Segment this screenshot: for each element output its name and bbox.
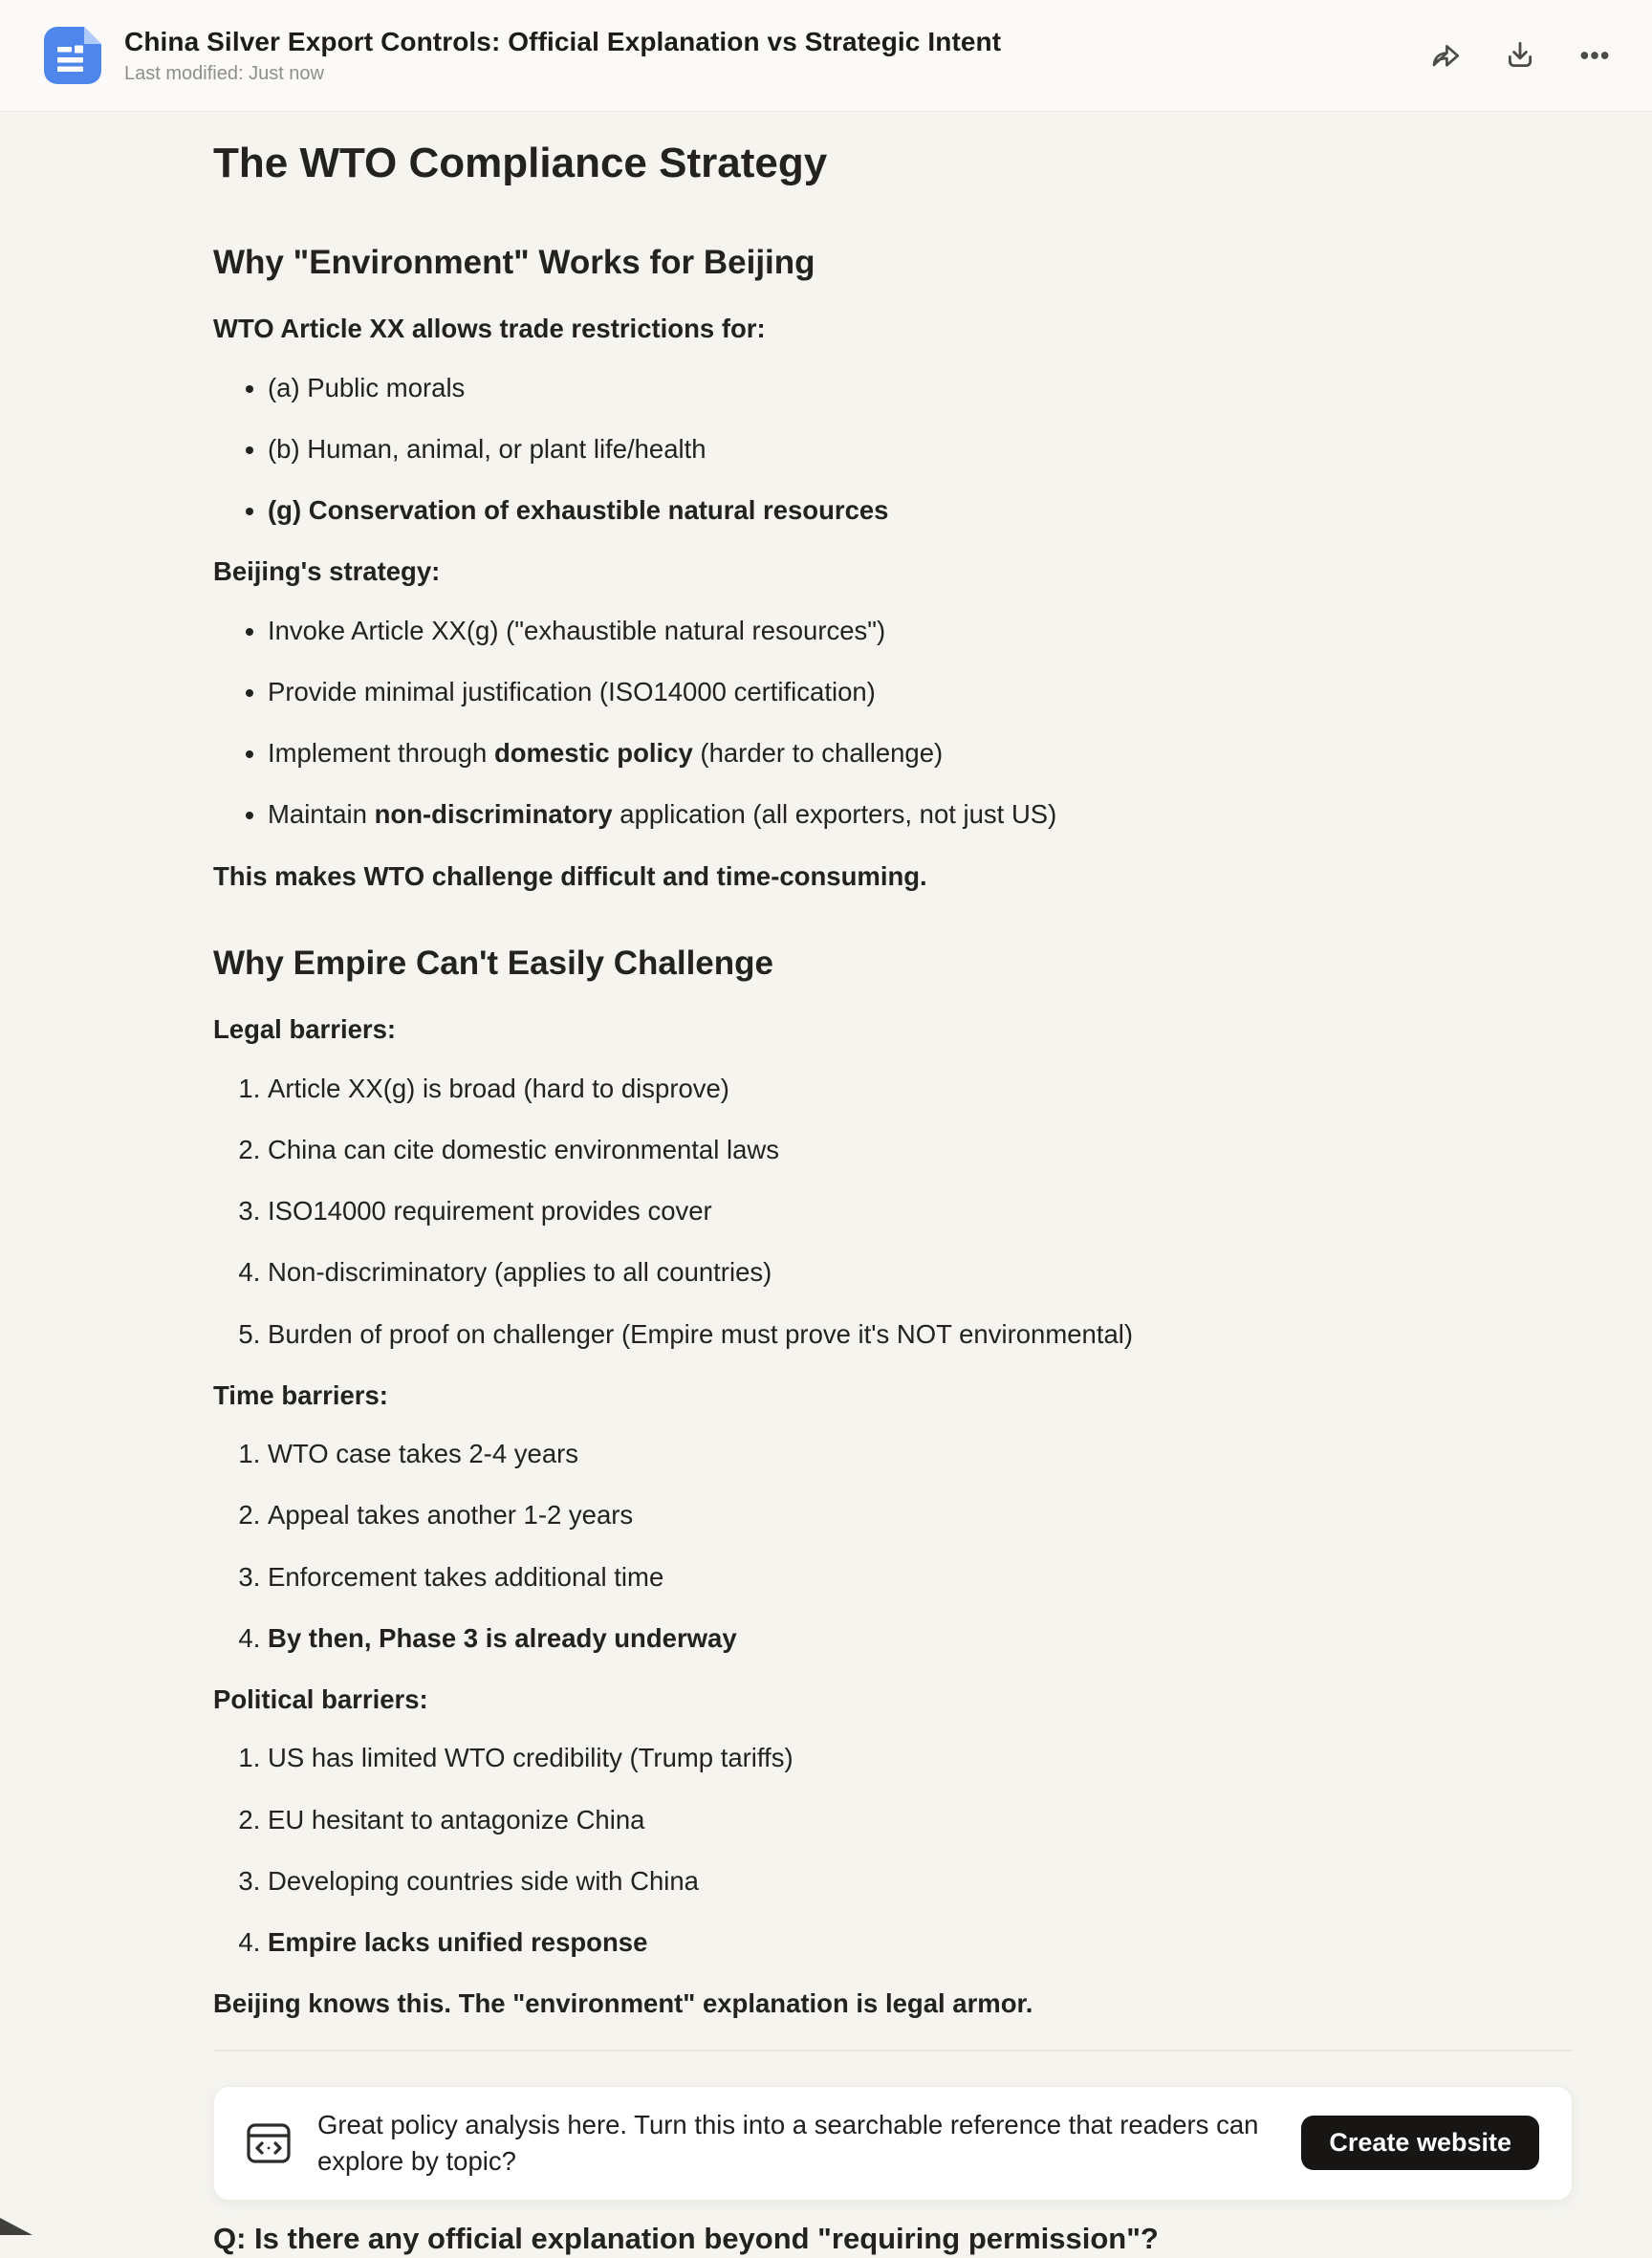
document-blocks — [213, 139, 1573, 2052]
list-item: • Implement through domestic policy (harder to challenge) — [268, 733, 1573, 772]
list-item: 2. China can cite domestic environmental laws — [268, 1130, 1573, 1169]
doc-bold-paragraph: This makes WTO challenge difficult and time-consuming. — [213, 860, 927, 891]
next-section-heading: Q: Is there any official explanation beyond "requiring permission"? — [213, 2221, 1159, 2255]
website-code-icon — [247, 2123, 291, 2163]
create-website-banner — [213, 2086, 1573, 2201]
create-website-button[interactable]: Create website — [1301, 2116, 1539, 2170]
list-item: 3. Enforcement takes additional time — [268, 1557, 1573, 1596]
list-item: • (a) Public morals — [268, 368, 1573, 407]
document-content — [0, 112, 1652, 2258]
document-title: China Silver Export Controls: Official Explanation vs Strategic Intent — [124, 26, 1002, 56]
share-icon[interactable] — [1428, 38, 1463, 73]
list-item: 4. By then, Phase 3 is already underway — [268, 1618, 1573, 1658]
list-item: • Maintain non-discriminatory application (all exporters, not just US) — [268, 794, 1573, 834]
list-item: 4. Empire lacks unified response — [268, 1922, 1573, 1962]
list-item: 2. Appeal takes another 1-2 years — [268, 1495, 1573, 1534]
more-options-icon[interactable] — [1577, 38, 1612, 73]
doc-bold-paragraph: WTO Article XX allows trade restrictions for: — [213, 314, 766, 344]
list-item: 3. Developing countries side with China — [268, 1861, 1573, 1900]
download-icon[interactable] — [1503, 38, 1537, 73]
numbered-list — [213, 1069, 1573, 1354]
list-item: 1. US has limited WTO credibility (Trump tariffs) — [268, 1738, 1573, 1777]
list-item: 3. ISO14000 requirement provides cover — [268, 1191, 1573, 1230]
list-item: • Provide minimal justification (ISO14000 certification) — [268, 672, 1573, 711]
list-item: 5. Burden of proof on challenger (Empire must prove it's NOT environmental) — [268, 1314, 1573, 1354]
bullet-list — [213, 368, 1573, 531]
document-icon — [44, 27, 101, 84]
list-item: • Invoke Article XX(g) ("exhaustible natural resources") — [268, 611, 1573, 650]
list-item: 1. Article XX(g) is broad (hard to disprove) — [268, 1069, 1573, 1108]
numbered-list — [213, 1738, 1573, 1962]
list-item: • (b) Human, animal, or plant life/health — [268, 429, 1573, 468]
doc-bold-paragraph: Beijing's strategy: — [213, 556, 441, 587]
doc-heading-2: Why Empire Can't Easily Challenge — [213, 944, 773, 982]
doc-bold-paragraph: Political barriers: — [213, 1684, 428, 1715]
doc-heading-2: Why "Environment" Works for Beijing — [213, 243, 815, 281]
title-block — [124, 27, 1001, 85]
list-item: 1. WTO case takes 2-4 years — [268, 1434, 1573, 1473]
list-item: 2. EU hesitant to antagonize China — [268, 1800, 1573, 1839]
doc-bold-paragraph: Time barriers: — [213, 1379, 388, 1410]
header-actions — [1428, 38, 1612, 73]
list-item: • (g) Conservation of exhaustible natural resources — [268, 490, 1573, 530]
list-item: 4. Non-discriminatory (applies to all countries) — [268, 1252, 1573, 1292]
last-modified-label: Last modified: Just now — [124, 62, 324, 84]
doc-heading-1: The WTO Compliance Strategy — [213, 140, 828, 186]
numbered-list — [213, 1434, 1573, 1658]
doc-bold-paragraph: Legal barriers: — [213, 1014, 397, 1045]
bullet-list — [213, 611, 1573, 835]
banner-message: Great policy analysis here. Turn this into a searchable reference that readers can explore by topic? — [317, 2110, 1259, 2176]
doc-bold-paragraph: Beijing knows this. The "environment" explanation is legal armor. — [213, 1988, 1033, 2019]
document-header — [0, 0, 1652, 112]
section-divider — [213, 2050, 1573, 2052]
